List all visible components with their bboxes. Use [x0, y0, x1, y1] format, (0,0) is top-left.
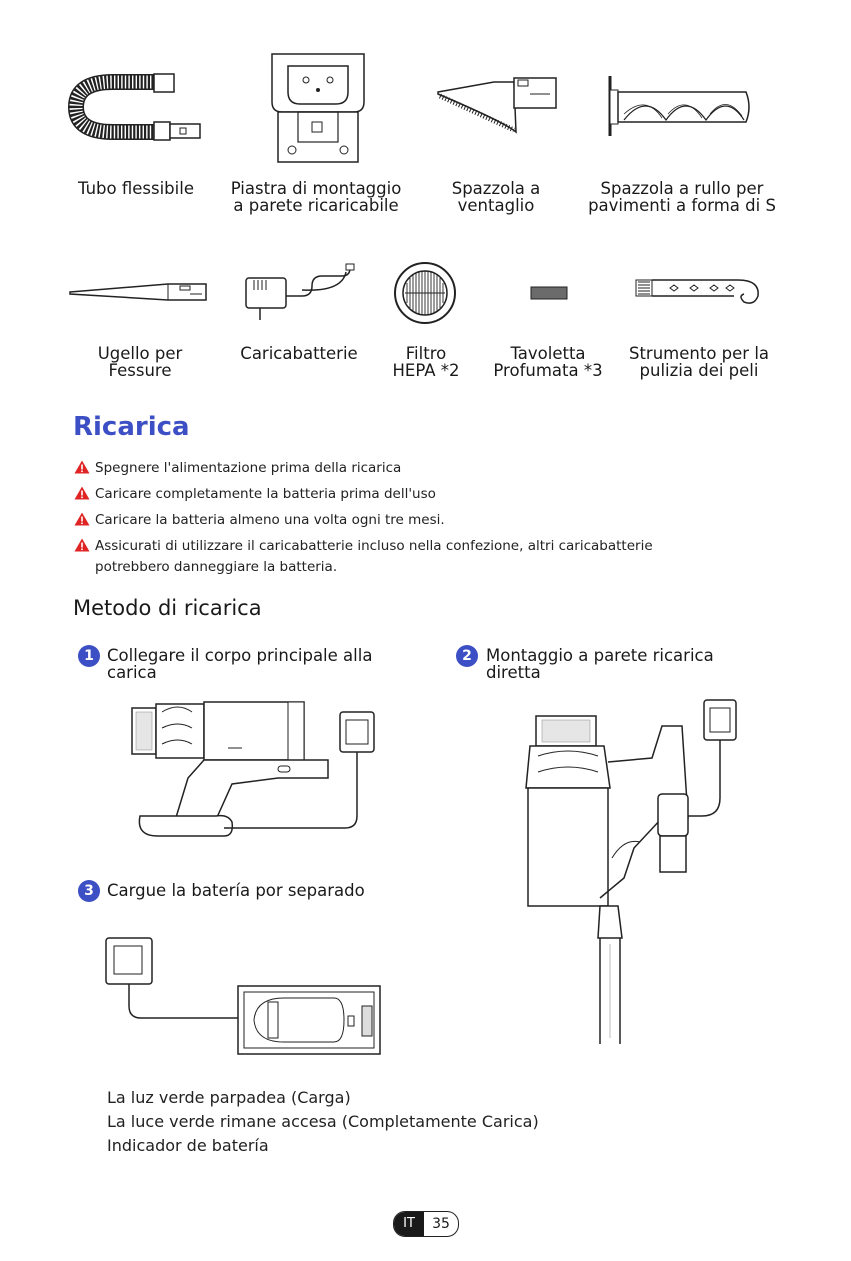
- caption-flexible-hose: Tubo flessibile: [78, 179, 194, 198]
- warning-icon: [74, 538, 90, 552]
- caption-fan-brush: Spazzola a ventaglio: [451, 179, 541, 215]
- caption-hepa-filter: Filtro HEPA *2: [392, 344, 460, 380]
- roller-brush-icon: [606, 74, 756, 140]
- status-line: La luce verde rimane accesa (Completamente Carica): [107, 1112, 539, 1131]
- warning-item: [74, 484, 436, 505]
- status-line: Indicador de batería: [107, 1136, 269, 1155]
- status-line: La luz verde parpadea (Carga): [107, 1088, 351, 1107]
- charger-icon: [242, 262, 356, 324]
- hepa-filter-icon: [393, 261, 457, 325]
- flexible-hose-icon: [68, 72, 208, 142]
- page-language: IT: [394, 1212, 424, 1236]
- step-text: Cargue la batería por separado: [107, 881, 365, 900]
- caption-scent-tablet: Tavoletta Profumata *3: [493, 344, 603, 380]
- warning-icon: [74, 460, 90, 474]
- main-body-charging-illustration: [128, 698, 388, 838]
- caption-roller-brush: Spazzola a rullo per pavimenti a forma di S: [588, 179, 776, 215]
- warning-text: Spegnere l'alimentazione prima della ricarica: [95, 460, 402, 476]
- caption-crevice-nozzle: Ugello per Fessure: [97, 344, 183, 380]
- wall-mount-charging-illustration: [512, 698, 748, 1048]
- warning-item: [74, 536, 653, 557]
- fan-brush-icon: [434, 72, 560, 136]
- scent-tablet-icon: [530, 286, 568, 300]
- caption-charger: Caricabatterie: [240, 344, 358, 363]
- warning-text: Assicurati di utilizzare il caricabatterie incluso nella confezione, altri caricabatterie: [95, 538, 653, 554]
- warning-item: [74, 510, 445, 531]
- warning-continuation: potrebbero danneggiare la batteria.: [95, 559, 338, 575]
- page-number-badge: [393, 1211, 459, 1237]
- hair-tool-icon: [634, 272, 762, 312]
- method-title: Metodo di ricarica: [73, 596, 262, 620]
- crevice-nozzle-icon: [68, 280, 210, 306]
- wall-mount-icon: [268, 52, 368, 164]
- battery-charging-illustration: [104, 936, 384, 1056]
- step-number: 2: [456, 645, 478, 667]
- step-number: 1: [78, 645, 100, 667]
- section-title: Ricarica: [73, 412, 190, 442]
- step-text: Collegare il corpo principale alla carica: [107, 646, 373, 682]
- caption-hair-tool: Strumento per la pulizia dei peli: [628, 344, 770, 380]
- page-number: 35: [432, 1216, 450, 1232]
- warning-text: Caricare completamente la batteria prima dell'uso: [95, 486, 436, 502]
- step-number: 3: [78, 880, 100, 902]
- warning-icon: [74, 512, 90, 526]
- caption-wall-mount: Piastra di montaggio a parete ricaricabile: [230, 179, 402, 215]
- step-text: Montaggio a parete ricarica diretta: [486, 646, 714, 682]
- warning-icon: [74, 486, 90, 500]
- warning-item: [74, 458, 401, 479]
- warning-text: Caricare la batteria almeno una volta ogni tre mesi.: [95, 512, 445, 528]
